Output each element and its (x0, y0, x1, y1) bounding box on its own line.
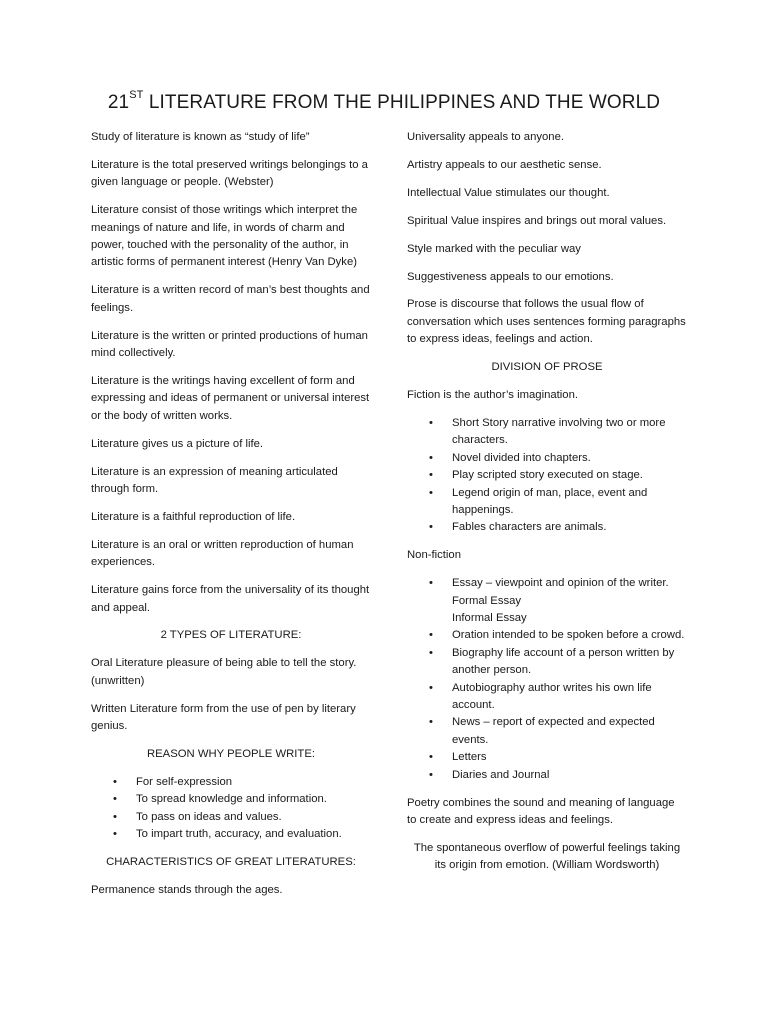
bullet-icon: • (429, 521, 433, 534)
paragraph-artistry: Artistry appeals to our aesthetic sense. (407, 158, 602, 171)
paragraph: Literature is the total preserved writings belongings to a given language or people. (Webster) (91, 158, 368, 189)
list-item (407, 485, 687, 520)
list-item-text: Essay – viewpoint and opinion of the writer. (452, 577, 669, 590)
paragraph-poetry: Poetry combines the sound and meaning of language to create and express ideas and feelings. (407, 796, 675, 826)
list-item (407, 749, 687, 766)
fiction-list (407, 415, 687, 537)
list-item-text: To impart truth, accuracy, and evaluation. (136, 828, 342, 841)
list-item (407, 467, 687, 484)
left-column (91, 129, 371, 910)
page-title (0, 89, 768, 114)
paragraph-fiction: Fiction is the author’s imagination. (407, 389, 579, 402)
section-heading-division: DIVISION OF PROSE (491, 361, 603, 374)
bullet-icon: • (113, 793, 117, 806)
quote-wordsworth: The spontaneous overflow of powerful feelings taking its origin from emotion. (William Wordsworth) (413, 841, 681, 872)
bullet-icon: • (429, 646, 433, 659)
reasons-list (91, 774, 371, 844)
bullet-icon: • (429, 716, 433, 729)
bullet-icon: • (113, 828, 117, 841)
list-item (407, 575, 687, 592)
paragraph: Literature is a faithful reproduction of life. (91, 510, 296, 523)
paragraph: Literature is a written record of man’s best thoughts and feelings. (91, 284, 370, 314)
paragraph-suggestiveness: Suggestiveness appeals to our emotions. (407, 270, 614, 283)
paragraph-intellectual: Intellectual Value stimulates our thought. (407, 186, 610, 199)
list-item-text: For self-expression (136, 775, 233, 788)
list-item (91, 826, 371, 843)
bullet-icon: • (429, 768, 433, 781)
bullet-icon: • (429, 416, 433, 429)
paragraph: Literature gives us a picture of life. (91, 437, 264, 450)
bullet-icon: • (429, 577, 433, 590)
bullet-icon: • (429, 681, 433, 694)
bullet-icon: • (429, 486, 433, 499)
list-item-text: To pass on ideas and values. (136, 810, 282, 823)
list-item-text: Novel divided into chapters. (452, 451, 591, 464)
list-item-text: To spread knowledge and information. (136, 793, 327, 806)
list-item-text: Autobiography author writes his own life account. (452, 681, 652, 712)
paragraph: Literature consist of those writings which interpret the meanings of nature and life, in words of charm and power, touched with the personality of the author, in artistic forms of permanent interest (Henry Van Dyke) (91, 204, 358, 269)
paragraph: Literature is an oral or written reproduction of human experiences. (91, 538, 354, 569)
paragraph-style: Style marked with the peculiar way (407, 242, 581, 255)
list-item-text: Legend origin of man, place, event and happenings. (452, 486, 648, 516)
list-item (407, 680, 687, 715)
paragraph: Study of literature is known as “study of life” (91, 131, 310, 143)
list-item (91, 809, 371, 826)
bullet-icon: • (429, 469, 433, 482)
list-item-text: Play scripted story executed on stage. (452, 469, 643, 482)
paragraph-oral: Oral Literature pleasure of being able to tell the story. (unwritten) (91, 657, 357, 687)
bullet-icon: • (113, 810, 117, 823)
paragraph: Literature is the writings having excellent of form and expressing and ideas of permanent or universal interest or the body of written works. (91, 374, 370, 422)
section-heading-types: 2 TYPES OF LITERATURE: (160, 629, 302, 642)
list-item (407, 714, 687, 749)
list-item-text: Biography life account of a person written by another person. (452, 646, 675, 677)
title-number: 21 (107, 92, 130, 113)
paragraph-written: Written Literature form from the use of pen by literary genius. (91, 702, 356, 733)
paragraph-nonfiction: Non-fiction (407, 549, 461, 562)
nonfiction-list (407, 575, 687, 784)
bullet-icon: • (113, 775, 117, 788)
paragraph: Literature is an expression of meaning articulated through form. (91, 465, 338, 495)
list-item (407, 645, 687, 680)
title-text: LITERATURE FROM THE PHILIPPINES AND THE WORLD (143, 92, 661, 113)
section-heading-reasons: REASON WHY PEOPLE WRITE: (146, 747, 316, 760)
list-item (407, 450, 687, 467)
paragraph-permanence: Permanence stands through the ages. (91, 883, 283, 896)
paragraph-spiritual: Spiritual Value inspires and brings out moral values. (407, 214, 667, 227)
right-column (407, 129, 687, 885)
bullet-icon: • (429, 629, 433, 642)
list-item-text: Oration intended to be spoken before a crowd. (452, 629, 685, 642)
list-item-text: News – report of expected and expected events. (452, 716, 655, 746)
list-item (91, 774, 371, 791)
sub-item-informal-essay (407, 610, 687, 627)
sub-item-text: Informal Essay (452, 612, 527, 625)
sub-item-text: Formal Essay (452, 594, 522, 607)
title-superscript: ST (129, 89, 144, 101)
paragraph: Literature gains force from the universality of its thought and appeal. (91, 584, 370, 614)
paragraph: Literature is the written or printed productions of human mind collectively. (91, 329, 368, 360)
section-heading-characteristics: CHARACTERISTICS OF GREAT LITERATURES: (106, 856, 356, 868)
list-item (91, 791, 371, 808)
bullet-icon: • (429, 751, 433, 764)
list-item-text: Letters (452, 751, 487, 764)
bullet-icon: • (429, 451, 433, 464)
list-item (407, 767, 687, 784)
list-item-text: Fables characters are animals. (452, 521, 607, 534)
list-item-text: Diaries and Journal (452, 768, 550, 781)
sub-item-formal-essay (407, 593, 687, 610)
list-item-text: Short Story narrative involving two or more characters. (452, 416, 666, 447)
list-item (407, 519, 687, 536)
paragraph-prose: Prose is discourse that follows the usual flow of conversation which uses sentences forming paragraphs to express ideas, feelings and action. (407, 298, 686, 346)
list-item (407, 415, 687, 450)
list-item (407, 627, 687, 644)
paragraph-universality: Universality appeals to anyone. (407, 131, 564, 143)
